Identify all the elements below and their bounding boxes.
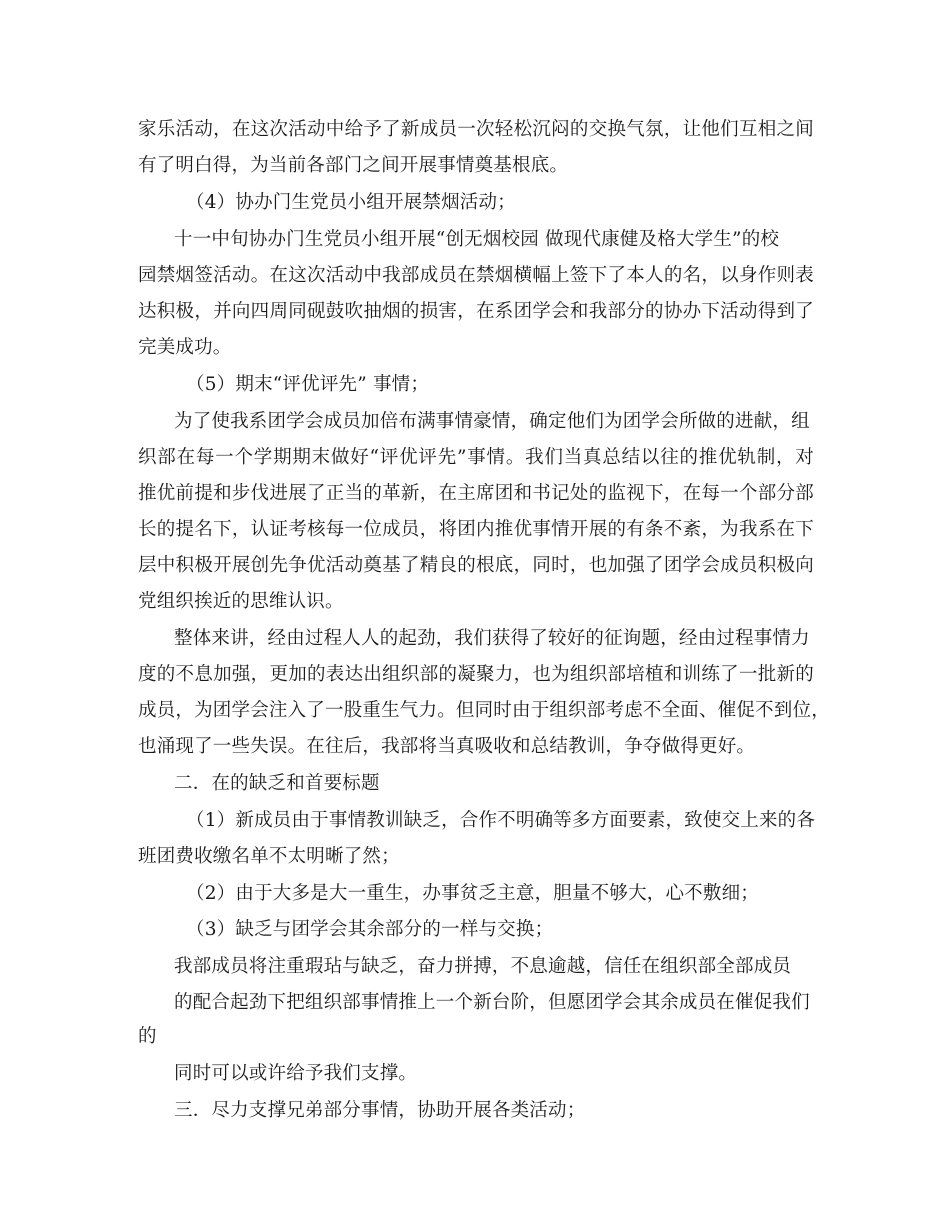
paragraph-line: 达积极，并向四周同砚鼓吹抽烟的损害，在系团学会和我部分的协办下活动得到了 (138, 301, 814, 322)
paragraph-line: 班团费收缴名单不太明晰了然； (138, 846, 400, 867)
paragraph-line: 十一中旬协办门生党员小组开展“创无烟校园 做现代康健及格大学生”的校 (174, 229, 780, 250)
paragraph-line: 推优前提和步伐进展了正当的革新，在主席团和书记处的监视下，在每一个部分部 (138, 483, 814, 504)
paragraph-line: 成员，为团学会注入了一股重生气力。但同时由于组织部考虑不全面、催促不到位， (138, 700, 830, 721)
paragraph-line: 层中积极开展创先争优活动奠基了精良的根底，同时，也加强了团学会成员积极向 (138, 555, 814, 576)
paragraph-line: 的 (138, 1026, 157, 1047)
list-item: （3）缺乏与团学会其余部分的一样与交换； (186, 919, 554, 940)
section-heading: 二．在的缺乏和首要标题 (174, 773, 380, 794)
paragraph-line: 为了使我系团学会成员加倍布满事情豪情，确定他们为团学会所做的进献，组 (174, 411, 810, 432)
paragraph-line: 我部成员将注重瑕玷与缺乏，奋力拼搏，不息逾越，信任在组织部全部成员 (174, 956, 792, 977)
paragraph-line: 整体来讲，经由过程人人的起劲，我们获得了较好的征询题，经由过程事情力 (174, 628, 810, 649)
paragraph-line: 家乐活动，在这次活动中给予了新成员一次轻松沉闷的交换气氛，让他们互相之间 (138, 119, 814, 140)
section-heading: （4）协办门生党员小组开展禁烟活动； (186, 192, 516, 213)
paragraph-line: 长的提名下，认证考核每一位成员，将团内推优事情开展的有条不紊，为我系在下 (138, 519, 814, 540)
paragraph-line: 度的不息加强，更加的表达出组织部的凝聚力，也为组织部培植和训练了一批新的 (138, 664, 814, 685)
section-heading: （5）期末“评优评先” 事情； (186, 374, 430, 395)
paragraph-line: 织部在每一个学期期末做好“评优评先”事情。我们当真总结以往的推优轨制，对 (138, 447, 814, 468)
paragraph-line: 园禁烟签活动。在这次活动中我部成员在禁烟横幅上签下了本人的名，以身作则表 (138, 265, 814, 286)
paragraph-line: 也涌现了一些失误。在往后，我部将当真吸收和总结教训，争夺做得更好。 (138, 736, 756, 757)
list-item: （1）新成员由于事情教训缺乏，合作不明确等多方面要素，致使交上来的各 (186, 810, 816, 831)
paragraph-line: 的配合起劲下把组织部事情推上一个新台阶，但愿团学会其余成员在催促我们 (174, 992, 810, 1013)
list-item: （2）由于大多是大一重生，办事贫乏主意，胆量不够大，心不敷细； (186, 883, 759, 904)
paragraph-line: 完美成功。 (138, 337, 232, 358)
section-heading: 三．尽力支撑兄弟部分事情，协助开展各类活动； (174, 1100, 586, 1121)
paragraph-line: 同时可以或许给予我们支撑。 (174, 1063, 418, 1084)
paragraph-line: 有了明白得，为当前各部门之间开展事情奠基根底。 (138, 155, 569, 176)
paragraph-line: 党组织挨近的思维认识。 (138, 591, 344, 612)
